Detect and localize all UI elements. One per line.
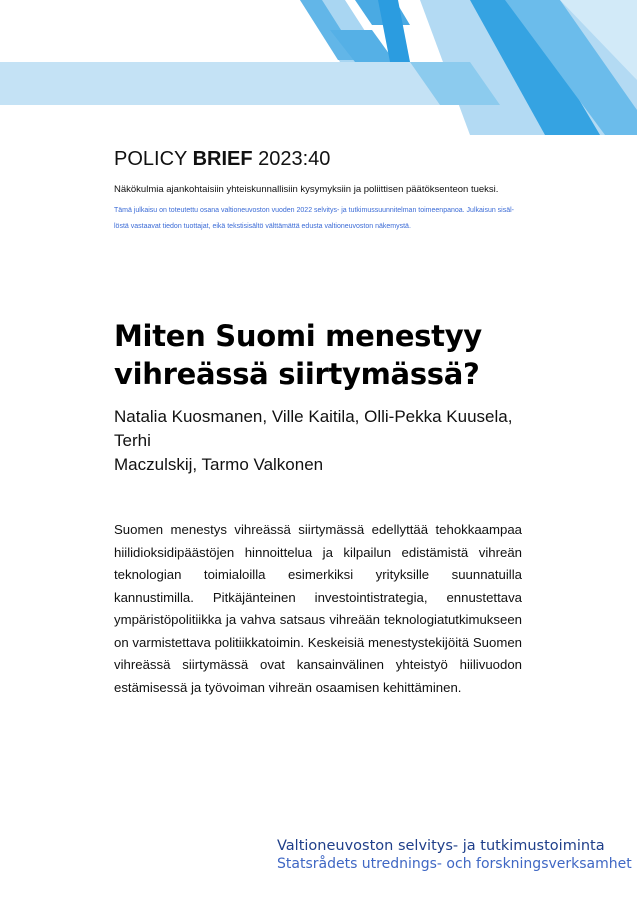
disclaimer bbox=[114, 203, 534, 235]
authors-line-1: Natalia Kuosmanen, Ville Kaitila, Olli-Pekka Kuusela, Terhi bbox=[114, 407, 513, 450]
disclaimer-line-1: Tämä julkaisu on toteutettu osana valtioneuvoston vuoden 2022 selvitys- ja tutkimussuunnitelman toimeenpanoa. Julkaisun sisäl- bbox=[114, 207, 515, 214]
disclaimer-line-2: löstä vastaavat tiedon tuottajat, eikä tekstisisältö välttämättä edusta valtioneuvoston näkemystä. bbox=[114, 223, 411, 230]
series-bold: BRIEF bbox=[192, 148, 253, 170]
tagline: Näkökulmia ajankohtaisiin yhteiskunnallisiin kysymyksiin ja poliittisen päätöksenteon tueksi. bbox=[114, 184, 499, 195]
title-line-2: vihreässä siirtymässä? bbox=[114, 357, 480, 391]
authors bbox=[114, 405, 534, 477]
footer-line-2: Statsrådets utrednings- och forskningsverksamhet bbox=[277, 856, 632, 872]
page-title bbox=[114, 317, 554, 393]
series-number: 2023:40 bbox=[258, 148, 331, 170]
abstract-paragraph: Suomen menestys vihreässä siirtymässä edellyttää tehokkaampaa hiilidioksidipäästöjen hinnoittelua ja kilpailun edistämistä vihreän teknologian toimialoilla esimerkiksi yrityksille suunnatuilla kannustimilla. Pitkäjänteinen investointistrategia, ennustettava ympäristöpolitiikka ja vahva satsaus vihreään teknologiatutkimukseen on varmistettava politiikkatoimin. Keskeisiä menestystekijöitä Suomen vihreässä siirtymässä ovat kansainvälinen yhteistyö hiilivuodon estämisessä ja työvoiman vihreän osaamisen kehittäminen. bbox=[114, 522, 522, 695]
series-label bbox=[114, 147, 330, 171]
footer-line-1: Valtioneuvoston selvitys- ja tutkimustoiminta bbox=[277, 838, 605, 854]
series-prefix: POLICY bbox=[114, 148, 187, 170]
title-line-1: Miten Suomi menestyy bbox=[114, 319, 482, 353]
authors-line-2: Maczulskij, Tarmo Valkonen bbox=[114, 455, 324, 474]
header-banner-graphic bbox=[0, 0, 637, 135]
